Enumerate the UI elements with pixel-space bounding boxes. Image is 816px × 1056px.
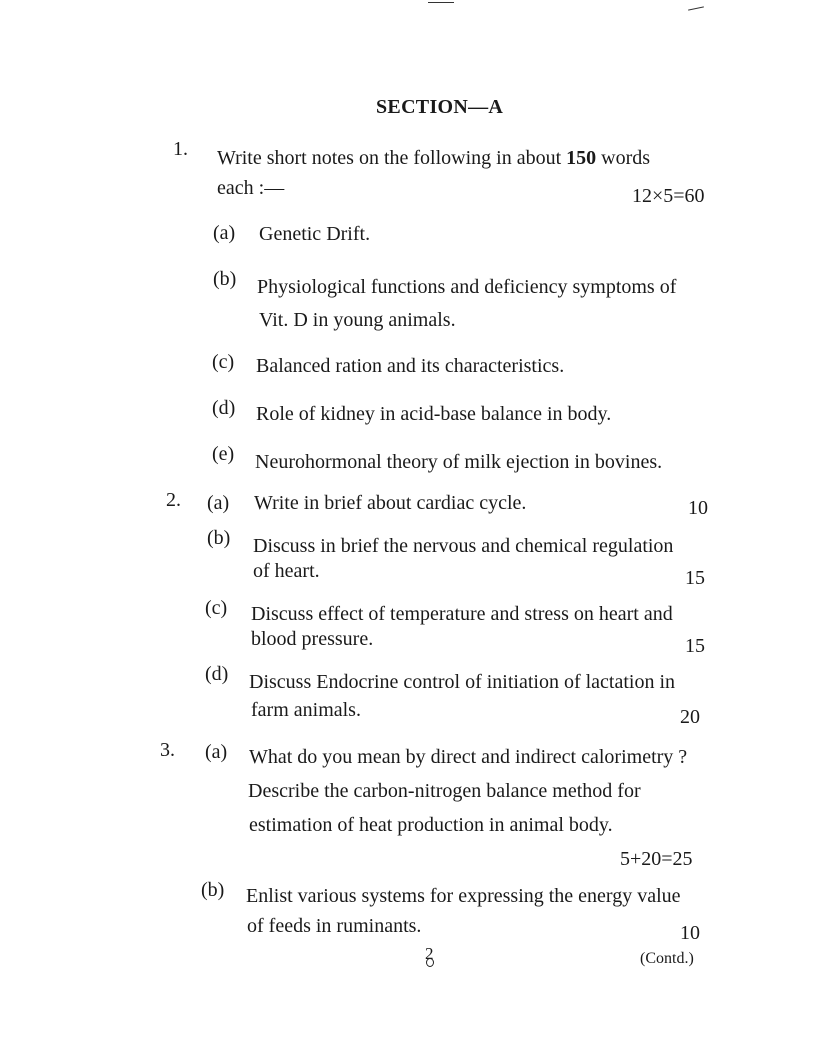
q2-part-c-label: (c) bbox=[205, 597, 228, 619]
question-2-number: 2. bbox=[166, 489, 181, 511]
q1-part-e-label: (e) bbox=[212, 443, 235, 465]
q1-part-b-label: (b) bbox=[213, 268, 237, 290]
q2-part-b-label: (b) bbox=[207, 527, 231, 549]
question-1-word-count: 150 bbox=[566, 147, 597, 169]
q1-part-d-label: (d) bbox=[212, 397, 236, 419]
scan-artifact-top bbox=[428, 2, 454, 3]
q3-part-b-line-2: of feeds in ruminants. bbox=[247, 915, 422, 937]
q3-part-a-marks: 5+20=25 bbox=[620, 848, 693, 870]
q2-part-d-marks: 20 bbox=[680, 706, 700, 728]
question-1-text-pre: Write short notes on the following in about bbox=[217, 147, 567, 169]
scan-artifact-corner bbox=[688, 6, 704, 10]
q2-part-a-text: Write in brief about cardiac cycle. bbox=[254, 492, 527, 514]
q1-part-b-line-1: Physiological functions and deficiency symptoms of bbox=[257, 276, 677, 298]
q1-part-e-text: Neurohormonal theory of milk ejection in bovines. bbox=[255, 451, 663, 473]
q2-part-d-line-2: farm animals. bbox=[251, 699, 361, 721]
q1-part-a-label: (a) bbox=[213, 222, 236, 244]
q2-part-c-marks: 15 bbox=[685, 635, 705, 657]
q3-part-b-label: (b) bbox=[201, 879, 225, 901]
continued-note: (Contd.) bbox=[640, 950, 694, 967]
q2-part-b-line-1: Discuss in brief the nervous and chemical regulation bbox=[253, 535, 674, 557]
section-heading: SECTION—A bbox=[376, 96, 504, 118]
q2-part-a-marks: 10 bbox=[688, 497, 708, 519]
q1-part-c-label: (c) bbox=[212, 351, 235, 373]
q3-part-b-marks: 10 bbox=[680, 922, 700, 944]
q2-part-d-line-1: Discuss Endocrine control of initiation of lactation in bbox=[249, 671, 676, 693]
q2-part-d-label: (d) bbox=[205, 663, 229, 685]
q2-part-b-line-2: of heart. bbox=[253, 560, 320, 582]
question-1-line-1 bbox=[217, 146, 650, 170]
q3-part-a-line-1: What do you mean by direct and indirect calorimetry ? bbox=[249, 746, 688, 768]
q1-part-c-text: Balanced ration and its characteristics. bbox=[256, 355, 565, 377]
question-1-marks: 12×5=60 bbox=[632, 185, 705, 207]
q1-part-d-text: Role of kidney in acid-base balance in body. bbox=[256, 403, 612, 425]
q1-part-b-line-2: Vit. D in young animals. bbox=[259, 309, 456, 331]
page-number-mark bbox=[426, 958, 434, 967]
question-3-number: 3. bbox=[160, 739, 175, 761]
question-1-text-post: words bbox=[596, 147, 651, 169]
q2-part-a-label: (a) bbox=[207, 492, 230, 514]
q3-part-a-label: (a) bbox=[205, 741, 228, 763]
question-1-line-2: each :— bbox=[217, 177, 285, 199]
q3-part-b-line-1: Enlist various systems for expressing the energy value bbox=[246, 885, 681, 907]
question-1-number: 1. bbox=[173, 138, 188, 160]
q2-part-b-marks: 15 bbox=[685, 567, 705, 589]
q3-part-a-line-2: Describe the carbon-nitrogen balance method for bbox=[248, 780, 641, 802]
q2-part-c-line-2: blood pressure. bbox=[251, 628, 374, 650]
page-number: 2 bbox=[425, 944, 434, 963]
q3-part-a-line-3: estimation of heat production in animal body. bbox=[249, 814, 613, 836]
q1-part-a-text: Genetic Drift. bbox=[259, 223, 371, 245]
q2-part-c-line-1: Discuss effect of temperature and stress on heart and bbox=[251, 603, 673, 625]
